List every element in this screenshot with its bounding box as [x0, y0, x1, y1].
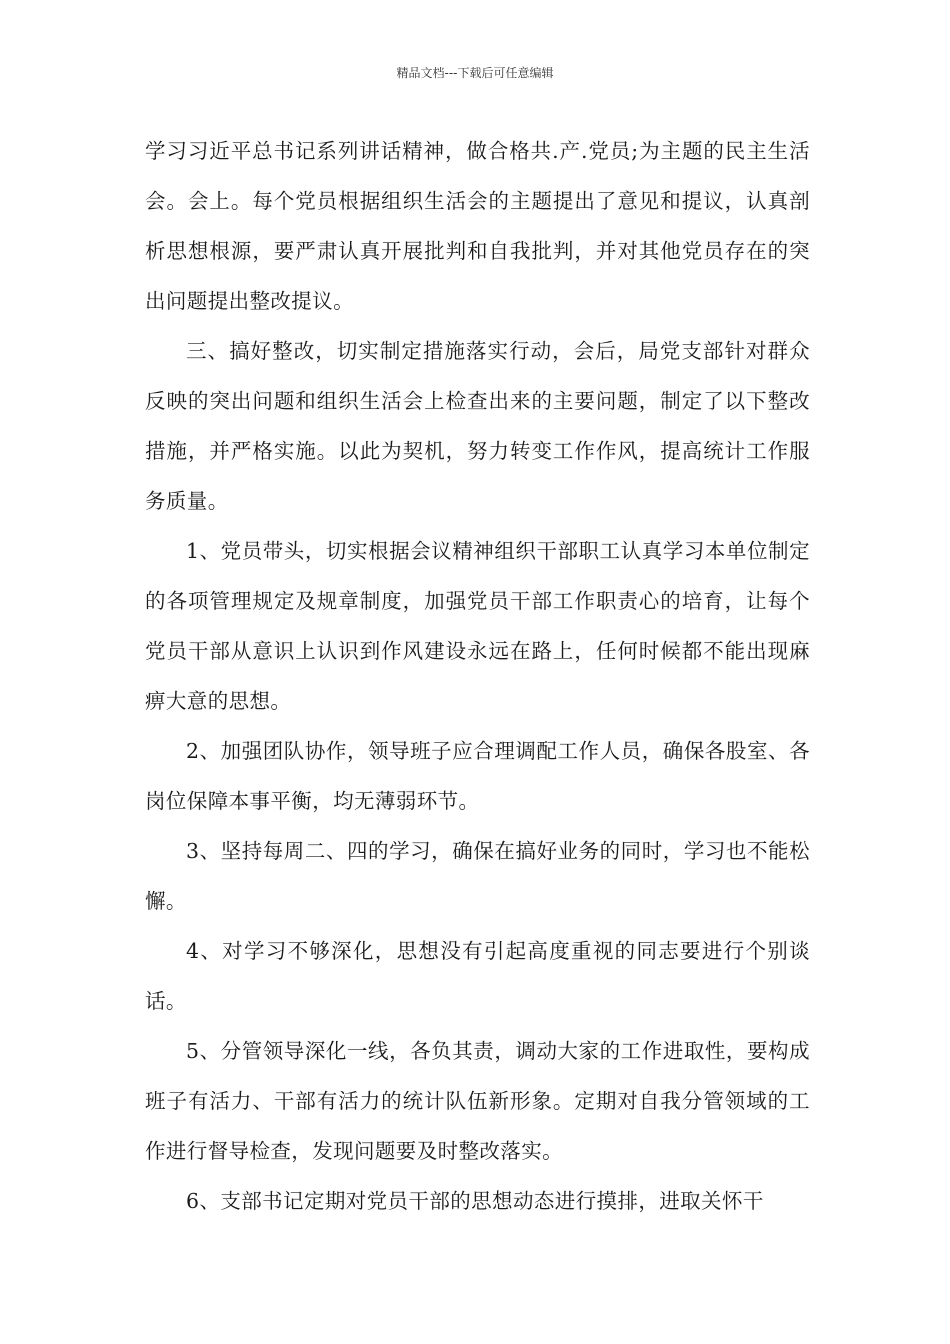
document-body: [145, 126, 810, 1226]
paragraph-1: 学习习近平总书记系列讲话精神，做合格共.产.党员;为主题的民主生活会。会上。每个党员根据组织生活会的主题提出了意见和提议，认真剖析思想根源，要严肃认真开展批判和自我批判，并对其他党员存在的突出问题提出整改提议。: [145, 139, 810, 313]
paragraph-7: 5、分管领导深化一线，各负其责，调动大家的工作进取性，要构成班子有活力、干部有活力的统计队伍新形象。定期对自我分管领域的工作进行督导检查，发现问题要及时整改落实。: [145, 1039, 810, 1163]
paragraph-2: 三、搞好整改，切实制定措施落实行动，会后，局党支部针对群众反映的突出问题和组织生活会上检查出来的主要问题，制定了以下整改措施，并严格实施。以此为契机，努力转变工作作风，提高统计工作服务质量。: [145, 339, 810, 513]
paragraph-8: 6、支部书记定期对党员干部的思想动态进行摸排，进取关怀干: [186, 1189, 764, 1213]
paragraph-3: 1、党员带头，切实根据会议精神组织干部职工认真学习本单位制定的各项管理规定及规章制度，加强党员干部工作职责心的培育，让每个党员干部从意识上认识到作风建设永远在路上，任何时候都不能出现麻痹大意的思想。: [145, 539, 810, 713]
paragraph-6: 4、对学习不够深化，思想没有引起高度重视的同志要进行个别谈话。: [145, 939, 810, 1013]
page-header: 精品文档---下载后可任意编辑: [396, 66, 554, 80]
paragraph-5: 3、坚持每周二、四的学习，确保在搞好业务的同时，学习也不能松懈。: [145, 839, 810, 913]
paragraph-4: 2、加强团队协作，领导班子应合理调配工作人员，确保各股室、各岗位保障本事平衡，均无薄弱环节。: [145, 739, 810, 813]
